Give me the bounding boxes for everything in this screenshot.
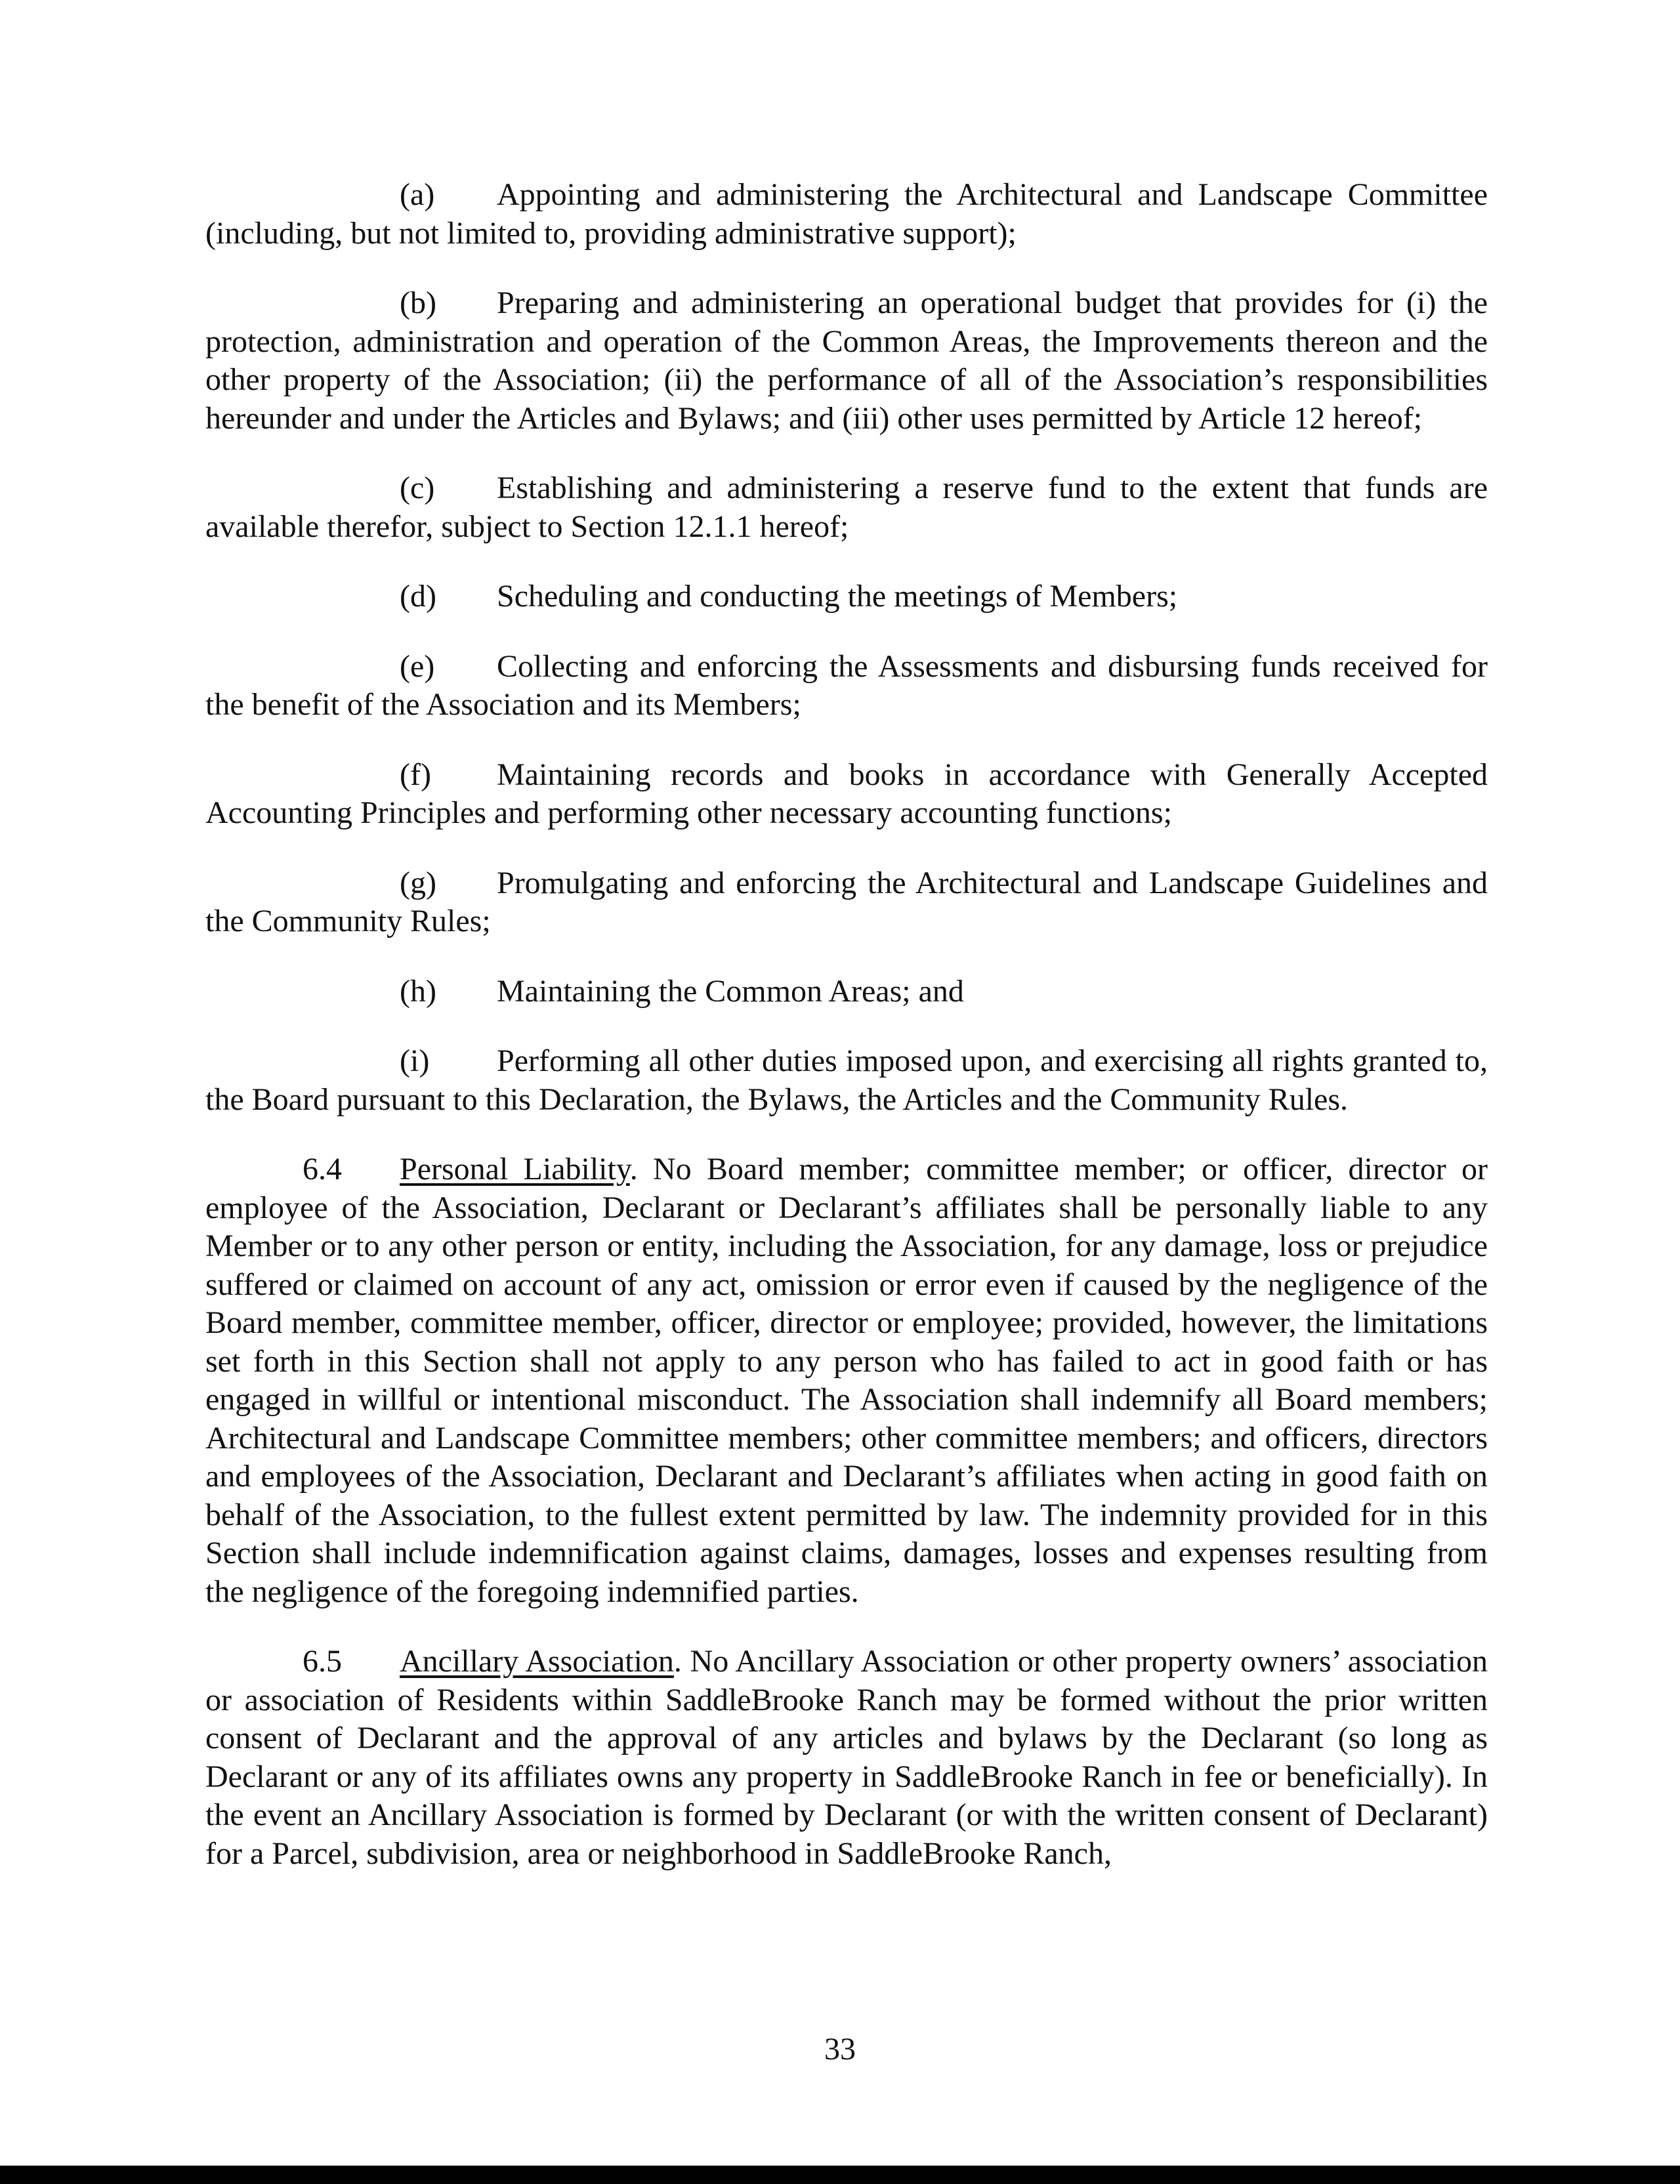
section-text: No Board member; committee member; or officer, director or employee of the Association, Declarant or Declarant’s affiliates shall be personally liable to any Member or to any other person or entity, including the Association, for any damage, loss or prejudice suffered or claimed on account of any act, omission or error even if caused by the negligence of the Board member, committee member, officer, director or employee; provided, however, the limitations set forth in this Section shall not apply to any person who has failed to act in good faith or has engaged in willful or intentional misconduct. The Association shall indemnify all Board members; Architectural and Landscape Committee members; other committee members; and officers, directors and employees of the Association, Declarant and Declarant’s affiliates when acting in good faith on behalf of the Association, to the fullest extent permitted by law. The indemnity provided for in this Section shall include indemnification against claims, damages, losses and expenses resulting from the negligence of the foregoing indemnified parties.: [205, 1152, 1488, 1609]
section-number: 6.5: [303, 1644, 342, 1679]
list-item-label: (f): [400, 757, 431, 792]
section-heading: Ancillary Association: [400, 1644, 674, 1679]
section-6-5: [205, 1643, 1488, 1873]
list-item-text: Maintaining the Common Areas; and: [497, 973, 964, 1009]
heading-period: .: [673, 1644, 690, 1679]
list-item-label: (d): [400, 579, 436, 614]
scan-bottom-border: [0, 2166, 1680, 2184]
list-item-i: [205, 1042, 1488, 1119]
list-item-label: (c): [400, 471, 435, 505]
page-number: 33: [824, 2032, 856, 2067]
section-text: No Ancillary Association or other property owners’ association or association of Residents within SaddleBrooke Ranch may be formed without the prior written consent of Declarant and the approval of any articles and bylaws by the Declarant (so long as Declarant or any of its affiliates owns any property in SaddleBrooke Ranch in fee or beneficially). In the event an Ancillary Association is formed by Declarant (or with the written consent of Declarant) for a Parcel, subdivision, area or neighborhood in SaddleBrooke Ranch,: [205, 1644, 1488, 1871]
list-item-text: Establishing and administering a reserve fund to the extent that funds are available therefor, subject to Section 12.1.1 hereof;: [205, 471, 1488, 544]
list-item-text: Preparing and administering an operational budget that provides for (i) the protection, administration and operation of the Common Areas, the Improvements thereon and the other property of the Association; (ii) the performance of all of the Association’s responsibilities hereunder and under the Articles and Bylaws; and (iii) other uses permitted by Article 12 hereof;: [205, 285, 1488, 436]
list-item-g: [205, 864, 1488, 941]
list-item-a: [205, 176, 1488, 253]
list-item-label: (g): [400, 865, 436, 900]
list-item-c: [205, 469, 1488, 546]
list-item-label: (a): [400, 177, 435, 212]
list-item-h: [205, 973, 1488, 1011]
list-item-text: Promulgating and enforcing the Architectural and Landscape Guidelines and the Community Rules;: [205, 865, 1488, 938]
list-item-label: (h): [400, 973, 436, 1009]
list-item-label: (e): [400, 648, 435, 684]
list-item-text: Performing all other duties imposed upon, and exercising all rights granted to, the Board pursuant to this Declaration, the Bylaws, the Articles and the Community Rules.: [205, 1043, 1488, 1117]
heading-period: .: [629, 1152, 653, 1186]
section-6-4: [205, 1150, 1488, 1611]
list-item-text: Scheduling and conducting the meetings of Members;: [497, 579, 1178, 614]
section-number: 6.4: [303, 1152, 342, 1186]
section-heading: Personal Liability: [400, 1152, 630, 1186]
list-item-label: (i): [400, 1043, 430, 1078]
document-page-body: [205, 176, 1488, 1904]
list-item-text: Collecting and enforcing the Assessments and disbursing funds received for the benefit of the Association and its Members;: [205, 648, 1488, 722]
list-item-text: Appointing and administering the Architectural and Landscape Committee (including, but not limited to, providing administrative support);: [205, 177, 1488, 251]
list-item-text: Maintaining records and books in accordance with Generally Accepted Accounting Principles and performing other necessary accounting functions;: [205, 757, 1488, 830]
list-item-b: [205, 284, 1488, 438]
list-item-e: [205, 648, 1488, 724]
list-item-d: [205, 578, 1488, 616]
list-item-label: (b): [400, 285, 436, 320]
list-item-f: [205, 756, 1488, 833]
